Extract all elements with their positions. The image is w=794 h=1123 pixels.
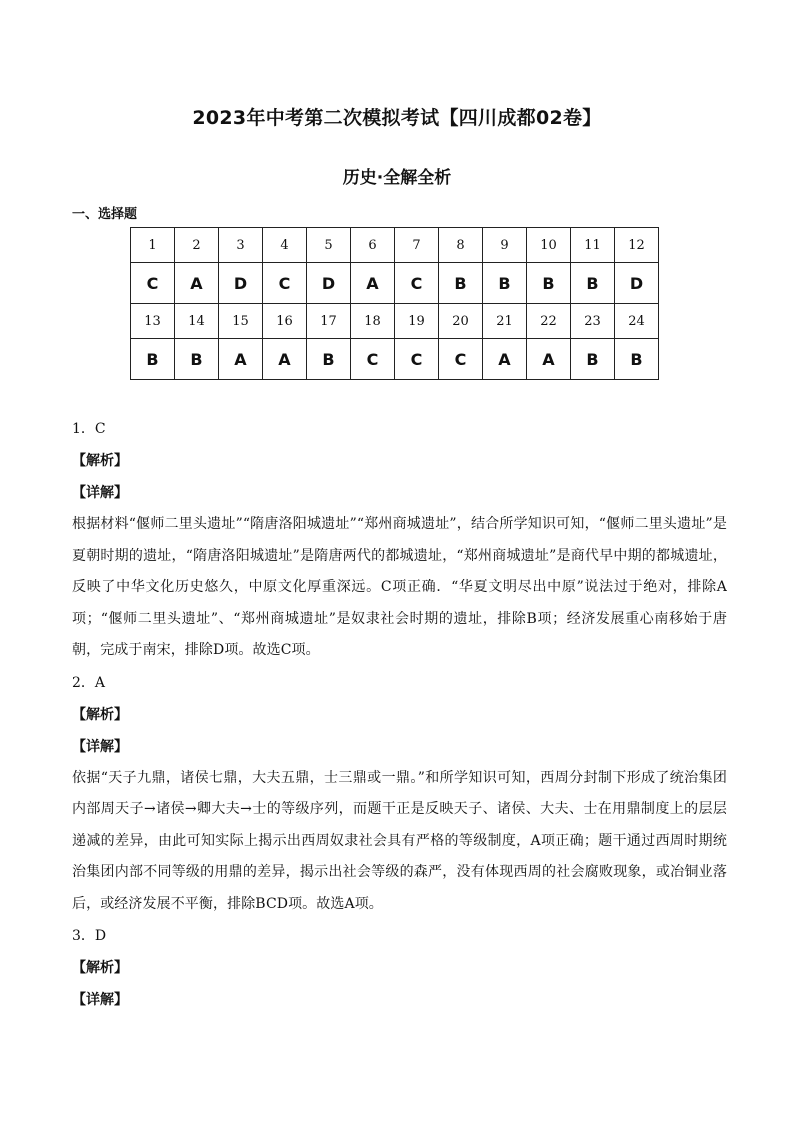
answer-letter: B (615, 339, 659, 380)
answer-letter: D (307, 263, 351, 304)
answer-letter: C (131, 263, 175, 304)
question-number: 12 (615, 228, 659, 263)
question-number: 9 (483, 228, 527, 263)
answer-letter: A (483, 339, 527, 380)
answer-number-row (131, 304, 659, 339)
question-number: 1 (131, 228, 175, 263)
question-number: 15 (219, 304, 263, 339)
explanations (72, 413, 727, 1016)
question-number: 23 (571, 304, 615, 339)
answer-letter: B (571, 263, 615, 304)
question-number: 14 (175, 304, 219, 339)
page-subtitle: 历史·全解全析 (342, 168, 452, 188)
question-heading: 2．A (72, 674, 106, 691)
answer-letter-row (131, 339, 659, 380)
question-number: 24 (615, 304, 659, 339)
question-number: 19 (395, 304, 439, 339)
question-number: 17 (307, 304, 351, 339)
question-number: 13 (131, 304, 175, 339)
section-label: 一、选择题 (72, 207, 138, 222)
answer-number-row (131, 228, 659, 263)
answer-letter: B (175, 339, 219, 380)
question-number: 16 (263, 304, 307, 339)
answer-letter: D (219, 263, 263, 304)
answer-letter: A (175, 263, 219, 304)
analysis-label: 【解析】 (72, 453, 128, 469)
answer-letter: A (219, 339, 263, 380)
question-number: 11 (571, 228, 615, 263)
explanation-text: 根据材料“偃师二里头遗址”“隋唐洛阳城遗址”“郑州商城遗址”，结合所学知识可知，“偃师二里头遗址”是夏朝时期的遗址，“隋唐洛阳城遗址”是隋唐两代的都城遗址，“郑州商城遗址”是商代早中期的都城遗址，反映了中华文化历史悠久，中原文化厚重深远。C项正确．“华夏文明尽出中原”说法过于绝对，排除A项；“偃师二里头遗址”、“郑州商城遗址”是奴隶社会时期的遗址，排除B项；经济发展重心南移始于唐朝，完成于南宋，排除D项。故选C项。 (72, 516, 727, 658)
question-number: 6 (351, 228, 395, 263)
detail-label: 【详解】 (72, 485, 128, 501)
answer-letter: B (483, 263, 527, 304)
answer-letter: C (439, 339, 483, 380)
question-number: 5 (307, 228, 351, 263)
question-number: 8 (439, 228, 483, 263)
question-heading: 3．D (72, 928, 107, 944)
analysis-label: 【解析】 (72, 706, 128, 723)
question-heading: 1．C (72, 421, 106, 437)
answer-letter-row (131, 263, 659, 304)
explanation-text: 依据“天子九鼎，诸侯七鼎，大夫五鼎，士三鼎或一鼎。”和所学知识可知，西周分封制下形成了统治集团内部周天子→诸侯→卿大夫→士的等级序列，而题干正是反映天子、诸侯、大夫、士在用鼎制度上的层层递减的差异，由此可知实际上揭示出西周奴隶社会具有严格的等级制度，A项正确；题干通过西周时期统治集团内部不同等级的用鼎的差异，揭示出社会等级的森严，没有体现西周的社会腐败现象，或冶铜业落后，或经济发展不平衡，排除BCD项。故选A项。 (72, 769, 727, 912)
question-number: 2 (175, 228, 219, 263)
question-number: 7 (395, 228, 439, 263)
answer-letter: A (351, 263, 395, 304)
page-title: 2023年中考第二次模拟考试【四川成都02卷】 (192, 107, 602, 129)
answer-letter: C (395, 263, 439, 304)
answer-letter: B (307, 339, 351, 380)
question-number: 3 (219, 228, 263, 263)
answer-letter: C (351, 339, 395, 380)
question-number: 22 (527, 304, 571, 339)
question-number: 10 (527, 228, 571, 263)
answer-letter: B (571, 339, 615, 380)
answer-letter: B (527, 263, 571, 304)
answer-table (130, 227, 659, 380)
answer-letter: A (263, 339, 307, 380)
answer-letter: B (131, 339, 175, 380)
question-number: 20 (439, 304, 483, 339)
answer-letter: C (395, 339, 439, 380)
detail-label: 【详解】 (72, 992, 128, 1008)
detail-label: 【详解】 (72, 738, 128, 755)
answer-letter: A (527, 339, 571, 380)
question-number: 21 (483, 304, 527, 339)
question-number: 4 (263, 228, 307, 263)
question-number: 18 (351, 304, 395, 339)
answer-letter: B (439, 263, 483, 304)
analysis-label: 【解析】 (72, 960, 128, 976)
answer-letter: D (615, 263, 659, 304)
answer-letter: C (263, 263, 307, 304)
